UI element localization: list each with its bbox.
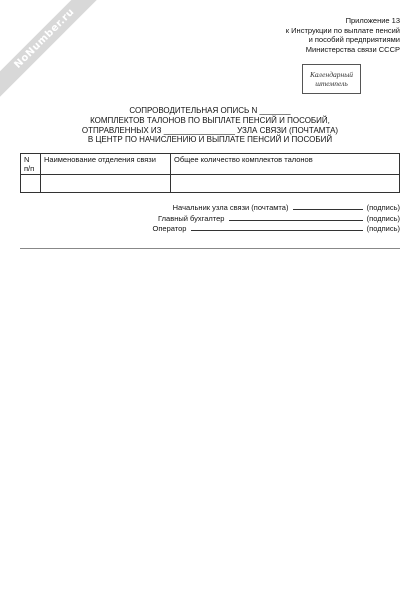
talon-table xyxy=(20,153,400,193)
signature-hint: (подпись) xyxy=(366,203,400,212)
column-header-office: Наименование отделения связи xyxy=(41,154,171,175)
appendix-line: Министерства связи СССР xyxy=(305,44,400,54)
watermark-band xyxy=(0,0,110,105)
table-row xyxy=(21,175,400,193)
column-header-count: Общее количество комплектов талонов xyxy=(171,154,400,175)
column-header-number: N п/п xyxy=(21,154,41,175)
signature-hint: (подпись) xyxy=(366,213,400,223)
signature-label: Главный бухгалтер xyxy=(158,213,225,223)
signature-row-operator xyxy=(20,224,400,235)
table-cell xyxy=(171,175,400,193)
signature-line xyxy=(293,203,363,210)
document-title xyxy=(20,106,400,145)
appendix-line: к Инструкции по выплате пенсий xyxy=(285,25,400,35)
signature-row-accountant xyxy=(20,214,400,225)
signature-row-chief xyxy=(20,203,400,214)
watermark-text: NoNumber.ru xyxy=(12,6,77,71)
signature-block xyxy=(20,203,400,235)
appendix-line: Приложение 13 xyxy=(345,16,400,25)
signature-label: Начальник узла связи (почтамта) xyxy=(172,203,289,212)
table-cell xyxy=(41,175,171,193)
title-line: КОМПЛЕКТОВ ТАЛОНОВ ПО ВЫПЛАТЕ ПЕНСИЙ И ПОСОБИЙ, xyxy=(90,115,330,125)
calendar-stamp-box xyxy=(302,64,361,94)
signature-hint: (подпись) xyxy=(366,224,400,234)
appendix-line: и пособий предприятиями xyxy=(308,35,400,45)
signature-label: Оператор xyxy=(152,224,187,234)
title-line: В ЦЕНТР ПО НАЧИСЛЕНИЮ И ВЫПЛАТЕ ПЕНСИЙ И ПОСОБИЙ xyxy=(87,135,333,145)
signature-line xyxy=(191,224,363,231)
bottom-divider xyxy=(20,248,400,249)
appendix-note xyxy=(286,16,400,54)
title-line: СОПРОВОДИТЕЛЬНАЯ ОПИСЬ N _______ xyxy=(129,106,291,115)
table-cell xyxy=(21,175,41,193)
signature-line xyxy=(229,214,363,221)
stamp-label: Календарный штемпель xyxy=(309,70,354,88)
table-header-row xyxy=(21,154,400,175)
title-line: ОТПРАВЛЕННЫХ ИЗ ________________ УЗЛА СВЯЗИ (ПОЧТАМТА) xyxy=(81,125,339,135)
watermark xyxy=(0,0,110,110)
